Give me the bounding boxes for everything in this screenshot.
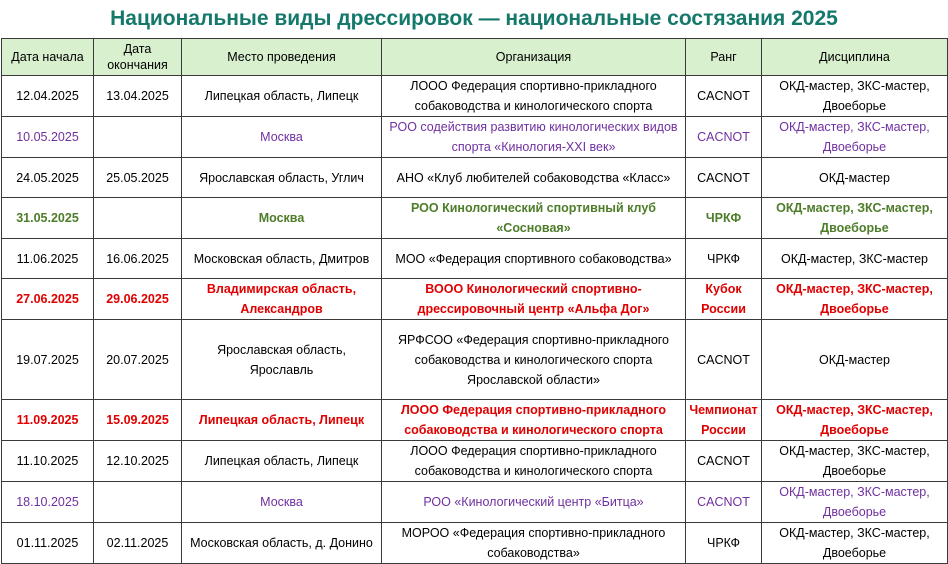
cell-start-date: 11.10.2025 (2, 441, 94, 482)
cell-organization: ВООО Кинологический спортивно-дрессировочный центр «Альфа Дог» (382, 279, 686, 320)
cell-rank: ЧРКФ (686, 239, 762, 279)
table-row (2, 320, 948, 400)
cell-rank: CACNOT (686, 482, 762, 523)
cell-start-date: 12.04.2025 (2, 76, 94, 117)
cell-discipline: ОКД-мастер (762, 320, 948, 400)
cell-rank: CACNOT (686, 320, 762, 400)
cell-organization: МОРОО «Федерация спортивно-прикладного собаководства» (382, 523, 686, 564)
cell-discipline: ОКД-мастер (762, 158, 948, 198)
cell-place: Москва (182, 117, 382, 158)
cell-start-date: 24.05.2025 (2, 158, 94, 198)
cell-organization: ЛООО Федерация спортивно-прикладного собаководства и кинологического спорта (382, 400, 686, 441)
cell-discipline: ОКД-мастер, ЗКС-мастер, Двоеборье (762, 441, 948, 482)
cell-start-date: 11.06.2025 (2, 239, 94, 279)
cell-end-date: 29.06.2025 (94, 279, 182, 320)
cell-organization: ЛООО Федерация спортивно-прикладного собаководства и кинологического спорта (382, 76, 686, 117)
cell-end-date: 13.04.2025 (94, 76, 182, 117)
cell-place: Московская область, Дмитров (182, 239, 382, 279)
cell-organization: РОО «Кинологический центр «Битца» (382, 482, 686, 523)
cell-discipline: ОКД-мастер, ЗКС-мастер (762, 239, 948, 279)
cell-end-date (94, 198, 182, 239)
cell-end-date (94, 117, 182, 158)
cell-place: Московская область, д. Донино (182, 523, 382, 564)
table-row (2, 441, 948, 482)
cell-rank: ЧРКФ (686, 198, 762, 239)
cell-organization: РОО Кинологический спортивный клуб «Сосновая» (382, 198, 686, 239)
cell-place: Ярославская область, Углич (182, 158, 382, 198)
cell-discipline: ОКД-мастер, ЗКС-мастер, Двоеборье (762, 279, 948, 320)
header-organization: Организация (382, 39, 686, 76)
cell-rank: CACNOT (686, 158, 762, 198)
table-row (2, 239, 948, 279)
cell-start-date: 31.05.2025 (2, 198, 94, 239)
cell-end-date: 16.06.2025 (94, 239, 182, 279)
cell-place: Ярославская область, Ярославль (182, 320, 382, 400)
cell-rank: CACNOT (686, 441, 762, 482)
cell-discipline: ОКД-мастер, ЗКС-мастер, Двоеборье (762, 198, 948, 239)
table-header-row (2, 39, 948, 76)
cell-end-date (94, 482, 182, 523)
table-row (2, 117, 948, 158)
cell-start-date: 27.06.2025 (2, 279, 94, 320)
competitions-table (1, 38, 948, 564)
cell-place: Липецкая область, Липецк (182, 400, 382, 441)
cell-rank: CACNOT (686, 76, 762, 117)
cell-rank: ЧРКФ (686, 523, 762, 564)
cell-rank: Кубок России (686, 279, 762, 320)
table-row (2, 482, 948, 523)
cell-place: Москва (182, 198, 382, 239)
header-place: Место проведения (182, 39, 382, 76)
cell-end-date: 20.07.2025 (94, 320, 182, 400)
cell-rank: CACNOT (686, 117, 762, 158)
table-row (2, 279, 948, 320)
cell-rank: Чемпионат России (686, 400, 762, 441)
table-row (2, 158, 948, 198)
cell-end-date: 12.10.2025 (94, 441, 182, 482)
cell-discipline: ОКД-мастер, ЗКС-мастер, Двоеборье (762, 117, 948, 158)
header-start-date: Дата начала (2, 39, 94, 76)
cell-end-date: 02.11.2025 (94, 523, 182, 564)
cell-start-date: 18.10.2025 (2, 482, 94, 523)
cell-organization: АНО «Клуб любителей собаководства «Класс» (382, 158, 686, 198)
table-row (2, 198, 948, 239)
page-title: Национальные виды дрессировок — национальные состязания 2025 (110, 7, 838, 30)
cell-place: Владимирская область, Александров (182, 279, 382, 320)
cell-organization: ЛООО Федерация спортивно-прикладного собаководства и кинологического спорта (382, 441, 686, 482)
header-rank: Ранг (686, 39, 762, 76)
cell-place: Москва (182, 482, 382, 523)
cell-place: Липецкая область, Липецк (182, 76, 382, 117)
table-row (2, 76, 948, 117)
cell-end-date: 15.09.2025 (94, 400, 182, 441)
cell-end-date: 25.05.2025 (94, 158, 182, 198)
header-discipline: Дисциплина (762, 39, 948, 76)
cell-organization: РОО содействия развитию кинологических видов спорта «Кинология-XXI век» (382, 117, 686, 158)
table-row (2, 400, 948, 441)
cell-organization: ЯРФСОО «Федерация спортивно-прикладного собаководства и кинологического спорта Ярославской области» (382, 320, 686, 400)
cell-discipline: ОКД-мастер, ЗКС-мастер, Двоеборье (762, 523, 948, 564)
cell-place: Липецкая область, Липецк (182, 441, 382, 482)
cell-discipline: ОКД-мастер, ЗКС-мастер, Двоеборье (762, 400, 948, 441)
cell-start-date: 10.05.2025 (2, 117, 94, 158)
cell-start-date: 11.09.2025 (2, 400, 94, 441)
cell-organization: МОО «Федерация спортивного собаководства» (382, 239, 686, 279)
cell-start-date: 01.11.2025 (2, 523, 94, 564)
cell-start-date: 19.07.2025 (2, 320, 94, 400)
cell-discipline: ОКД-мастер, ЗКС-мастер, Двоеборье (762, 76, 948, 117)
table-row (2, 523, 948, 564)
cell-discipline: ОКД-мастер, ЗКС-мастер, Двоеборье (762, 482, 948, 523)
header-end-date: Дата окончания (94, 39, 182, 76)
